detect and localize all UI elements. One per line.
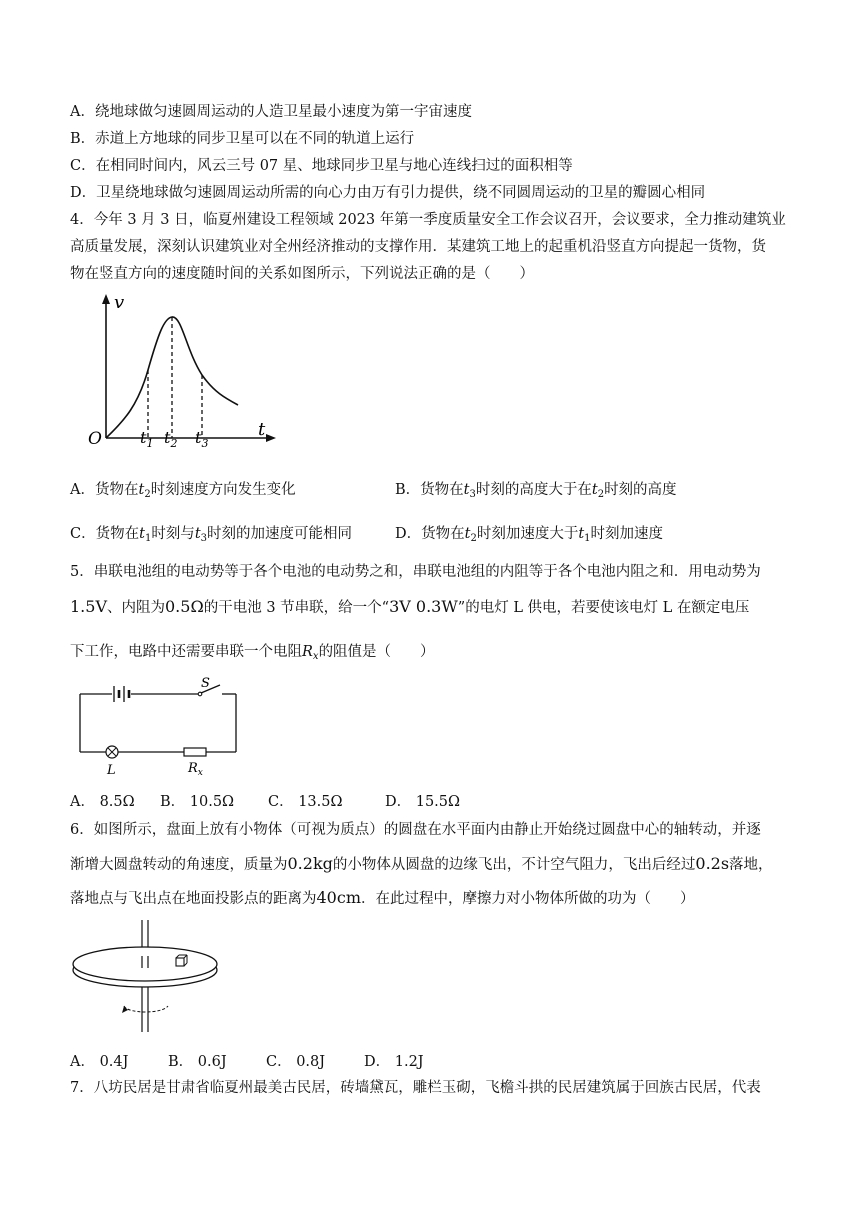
v-label: v bbox=[114, 292, 125, 313]
q6-option-b: B． 0.6J bbox=[168, 1054, 227, 1070]
q5-option-c: C． 13.5Ω bbox=[268, 794, 343, 810]
q4-stem-line2: 高质量发展，深刻认识建筑业对全州经济推动的支撑作用．某建筑工地上的起重机沿竖直方向提起一货物，货 bbox=[70, 239, 766, 255]
q3-option-a: A．绕地球做匀速圆周运动的人造卫星最小速度为第一宇宙速度 bbox=[70, 104, 472, 120]
q6-option-a: A． 0.4J bbox=[70, 1054, 129, 1070]
origin-label: O bbox=[88, 429, 102, 449]
t-axis-arrow bbox=[266, 434, 276, 442]
disc-top bbox=[73, 947, 217, 981]
lamp-label: L bbox=[107, 763, 116, 778]
q4-stem-line3: 物在竖直方向的速度随时间的关系如图所示，下列说法正确的是（ ） bbox=[70, 266, 534, 282]
q6-option-d: D． 1.2J bbox=[364, 1054, 424, 1070]
q5-option-b: B． 10.5Ω bbox=[160, 794, 235, 810]
velocity-curve bbox=[106, 317, 238, 438]
q6-option-c: C． 0.8J bbox=[266, 1054, 326, 1070]
q6-stem-line3: 落地点与飞出点在地面投影点的距离为40cm．在此过程中，摩擦力对小物体所做的功为（ ） bbox=[70, 888, 695, 907]
resistor-label: $R_x$ bbox=[188, 761, 203, 778]
q6-stem-line1: 6．如图所示，盘面上放有小物体（可视为质点）的圆盘在水平面内由静止开始绕过圆盘中心的轴转动，并逐 bbox=[70, 822, 761, 838]
q3-option-d: D．卫星绕地球做匀速圆周运动所需的向心力由万有引力提供，绕不同圆周运动的卫星的瓣圆心相同 bbox=[70, 185, 706, 201]
q4-stem-line1: 4．今年 3 月 3 日，临夏州建设工程领域 2023 年第一季度质量安全工作会议召开，会议要求，全力推动建筑业 bbox=[70, 212, 786, 228]
q5-stem-line2: 1.5V、内阻为0.5Ω的干电池 3 节串联，给一个“3V 0.3W”的电灯 L 供电，若要使该电灯 L 在额定电压 bbox=[70, 597, 750, 616]
circuit-diagram bbox=[70, 676, 250, 780]
q5-stem-line3: 下工作，电路中还需要串联一个电阻$R_x$的阻值是（ ） bbox=[70, 644, 435, 662]
rotation-arrow bbox=[124, 1006, 168, 1012]
v-axis-arrow bbox=[102, 294, 110, 304]
battery-icon bbox=[114, 686, 129, 702]
q3-option-b: B．赤道上方地球的同步卫星可以在不同的轨道上运行 bbox=[70, 131, 415, 147]
t2-label: $t_2$ bbox=[164, 428, 178, 450]
q4-option-a: A．货物在$t_2$时刻速度方向发生变化 bbox=[70, 482, 296, 500]
velocity-time-graph bbox=[80, 290, 280, 450]
lamp-icon bbox=[106, 746, 118, 758]
switch-label: S bbox=[201, 676, 210, 691]
t3-label: $t_3$ bbox=[195, 428, 209, 450]
t-label: t bbox=[258, 419, 266, 440]
rotating-disc-diagram bbox=[70, 920, 230, 1040]
q5-option-d: D． 15.5Ω bbox=[385, 794, 461, 810]
t1-label: $t_1$ bbox=[140, 428, 154, 450]
q4-option-d: D．货物在$t_2$时刻加速度大于$t_1$时刻加速度 bbox=[395, 526, 664, 544]
q6-stem-line2: 渐增大圆盘转动的角速度，质量为0.2kg的小物体从圆盘的边缘飞出，不计空气阻力，飞出后经过0.2s落地， bbox=[70, 854, 773, 873]
q7-stem-line1: 7．八坊民居是甘肃省临夏州最美古民居，砖墙黛瓦，雕栏玉砌，飞檐斗拱的民居建筑属于回族古民居，代表 bbox=[70, 1080, 761, 1096]
q5-stem-line1: 5．串联电池组的电动势等于各个电池的电动势之和，串联电池组的内阻等于各个电池内阻之和．用电动势为 bbox=[70, 564, 761, 580]
resistor-icon bbox=[184, 748, 206, 756]
q4-option-b: B．货物在$t_3$时刻的高度大于在$t_2$时刻的高度 bbox=[395, 482, 677, 500]
q5-option-a: A． 8.5Ω bbox=[70, 794, 135, 810]
q3-option-c: C．在相同时间内，风云三号 07 星、地球同步卫星与地心连线扫过的面积相等 bbox=[70, 158, 573, 174]
q4-option-c: C．货物在$t_1$时刻与$t_3$时刻的加速度可能相同 bbox=[70, 526, 353, 544]
